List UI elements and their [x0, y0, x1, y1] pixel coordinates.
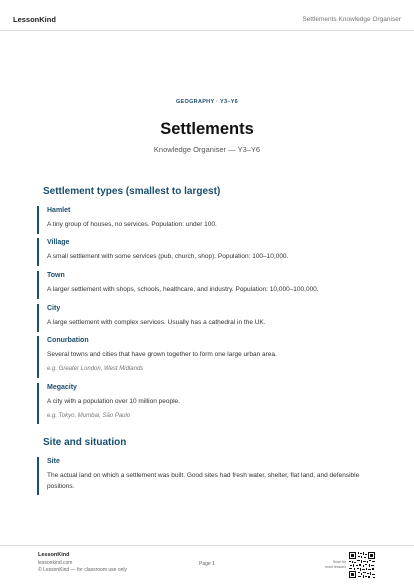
qr-code-icon[interactable]: [349, 552, 375, 578]
card-title: Site: [47, 458, 60, 465]
card-example: e.g. Greater London, West Midlands: [47, 366, 144, 372]
section-heading-site-situation: Site and situation: [43, 437, 127, 448]
card-description: A large settlement with complex services. Usually has a cathedral in the UK.: [47, 319, 266, 326]
page-number: Page 1: [199, 561, 215, 567]
card-title: Village: [47, 239, 70, 246]
page-footer: [0, 545, 414, 585]
section-heading-settlement-types: Settlement types (smallest to largest): [43, 186, 221, 197]
qr-caption-line: Scan for: [332, 560, 346, 564]
card-description: The actual land on which a settlement was built. Good sites had fresh water, shelter, flat land, and defensible positions.: [47, 472, 360, 490]
card-example: e.g. Tokyo, Mumbai, São Paulo: [47, 413, 131, 419]
card-description: A tiny group of houses, no services. Population: under 100.: [47, 221, 217, 228]
card-title: Town: [47, 272, 65, 279]
card-hamlet: [37, 206, 377, 234]
subject-eyebrow: GEOGRAPHY · Y3–Y6: [175, 99, 239, 105]
card-village: [37, 238, 377, 266]
qr-caption: [318, 560, 346, 569]
page-title: Settlements: [160, 120, 254, 138]
qr-caption-line: more lessons: [325, 564, 346, 569]
card-description: Several towns and cities that have grown together to form one large urban area.: [47, 351, 277, 358]
header-document-title: Settlements Knowledge Organiser: [302, 16, 401, 23]
card-town: [37, 271, 377, 299]
card-description: A larger settlement with shops, schools, healthcare, and industry. Population: 10,000–100,000.: [47, 286, 319, 293]
card-title: Megacity: [47, 384, 77, 391]
card-site: [37, 457, 377, 495]
footer-brand: LessonKind: [38, 552, 70, 558]
page-subtitle: Knowledge Organiser — Y3–Y6: [153, 145, 261, 154]
brand-name: LessonKind: [13, 15, 56, 24]
footer-copyright: © LessonKind — for classroom use only: [38, 567, 128, 573]
card-description: A small settlement with some services (pub, church, shop). Population: 100–10,000.: [47, 253, 289, 260]
card-megacity: [37, 383, 377, 424]
card-description: A city with a population over 10 million people.: [47, 398, 180, 405]
card-conurbation: [37, 336, 377, 378]
page-header: [0, 0, 414, 31]
card-title: City: [47, 305, 61, 312]
footer-website-link[interactable]: lessonkind.com: [38, 560, 73, 566]
card-title: Conurbation: [47, 337, 89, 344]
card-title: Hamlet: [47, 207, 71, 214]
card-city: [37, 304, 377, 332]
